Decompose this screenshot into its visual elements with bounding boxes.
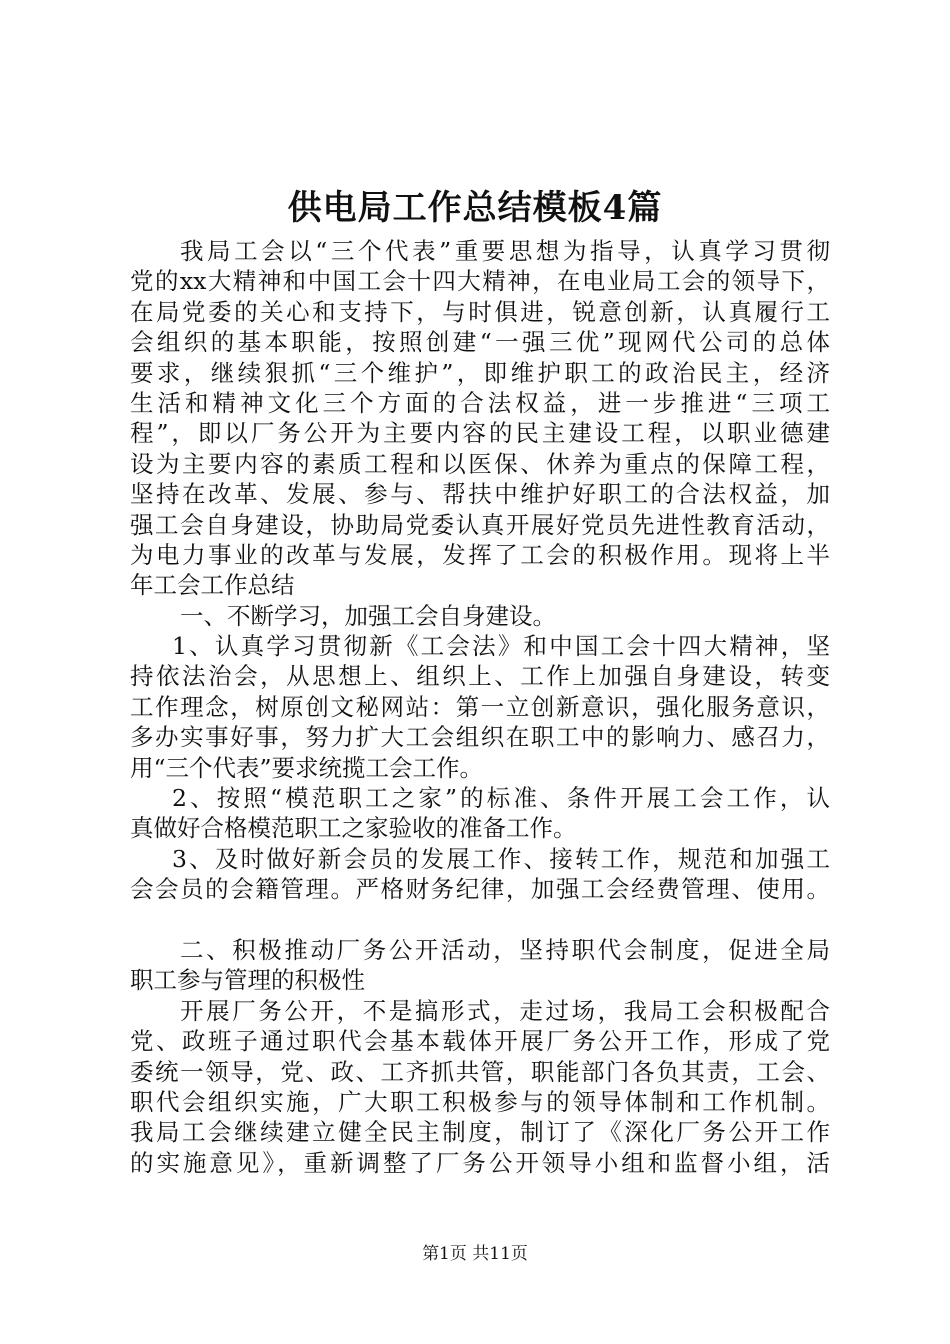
paragraph-line: 设为主要内容的素质工程和以医保、休养为重点的保障工程， [130,449,830,478]
paragraph-line: 年工会工作总结 [130,571,295,600]
paragraph-line: 开展厂务公开，不是搞形式，走过场，我局工会积极配合 [180,996,830,1025]
paragraph-line: 程”，即以厂务公开为主要内容的民主建设工程，以职业德建 [130,419,830,448]
section-heading: 职工参与管理的积极性 [130,966,365,995]
section-heading: 二、积极推动厂务公开活动，坚持职代会制度，促进全局 [180,935,830,964]
paragraph-line: 强工会自身建设，协助局党委认真开展好党员先进性教育活动， [130,510,830,539]
paragraph-line: 生活和精神文化三个方面的合法权益，进一步推进“三项工 [130,388,830,417]
paragraph-line: 用“三个代表”要求统揽工会工作。 [130,753,484,782]
paragraph-line: 党、政班子通过职代会基本载体开展厂务公开工作，形成了党 [130,1027,830,1056]
paragraph-line: 真做好合格模范职工之家验收的准备工作。 [130,814,577,843]
paragraph-line: 在局党委的关心和支持下，与时俱进，锐意创新，认真履行工 [130,297,830,326]
paragraph-line: 多办实事好事，努力扩大工会组织在职工中的影响力、感召力， [130,723,830,752]
paragraph-line: 党的xx大精神和中国工会十四大精神，在电业局工会的领导下， [130,267,830,296]
section-heading: 一、不断学习，加强工会自身建设。 [180,601,556,630]
paragraph-line: 为电力事业的改革与发展，发挥了工会的积极作用。现将上半 [130,540,830,569]
paragraph-line: 职代会组织实施，广大职工积极参与的领导体制和工作机制。 [130,1087,830,1116]
paragraph-line: 持依法治会，从思想上、组织上、工作上加强自身建设，转变 [130,662,830,691]
blank-line [130,905,830,935]
paragraph-line: 1、认真学习贯彻新《工会法》和中国工会十四大精神，坚 [172,632,830,661]
document-title: 供电局工作总结模板4篇 [287,188,663,228]
paragraph-line: 的实施意见》，重新调整了厂务公开领导小组和监督小组，活 [130,1148,830,1177]
paragraph-line: 3、及时做好新会员的发展工作、接转工作，规范和加强工 [172,844,830,873]
paragraph-line: 要求，继续狠抓“三个维护”，即维护职工的政治民主，经济 [130,358,830,387]
page-number: 第1页 共11页 [422,1244,528,1264]
paragraph-line: 坚持在改革、发展、参与、帮扶中维护好职工的合法权益，加 [130,480,830,509]
paragraph-line: 委统一领导，党、政、工齐抓共管，职能部门各负其责，工会、 [130,1057,830,1086]
paragraph-line: 我局工会继续建立健全民主制度，制订了《深化厂务公开工作 [130,1118,830,1147]
paragraph-line: 我局工会以“三个代表”重要思想为指导，认真学习贯彻 [180,237,830,265]
paragraph-line: 会会员的会籍管理。严格财务纪律，加强工会经费管理、使用。 [130,875,830,904]
paragraph-line: 会组织的基本职能，按照创建“一强三优”现网代公司的总体 [130,328,830,357]
paragraph-line: 工作理念，树原创文秘网站：第一立创新意识，强化服务意识， [130,692,830,721]
paragraph-line: 2、按照“模范职工之家”的标准、条件开展工会工作，认 [172,784,830,813]
document-body [130,236,830,1178]
